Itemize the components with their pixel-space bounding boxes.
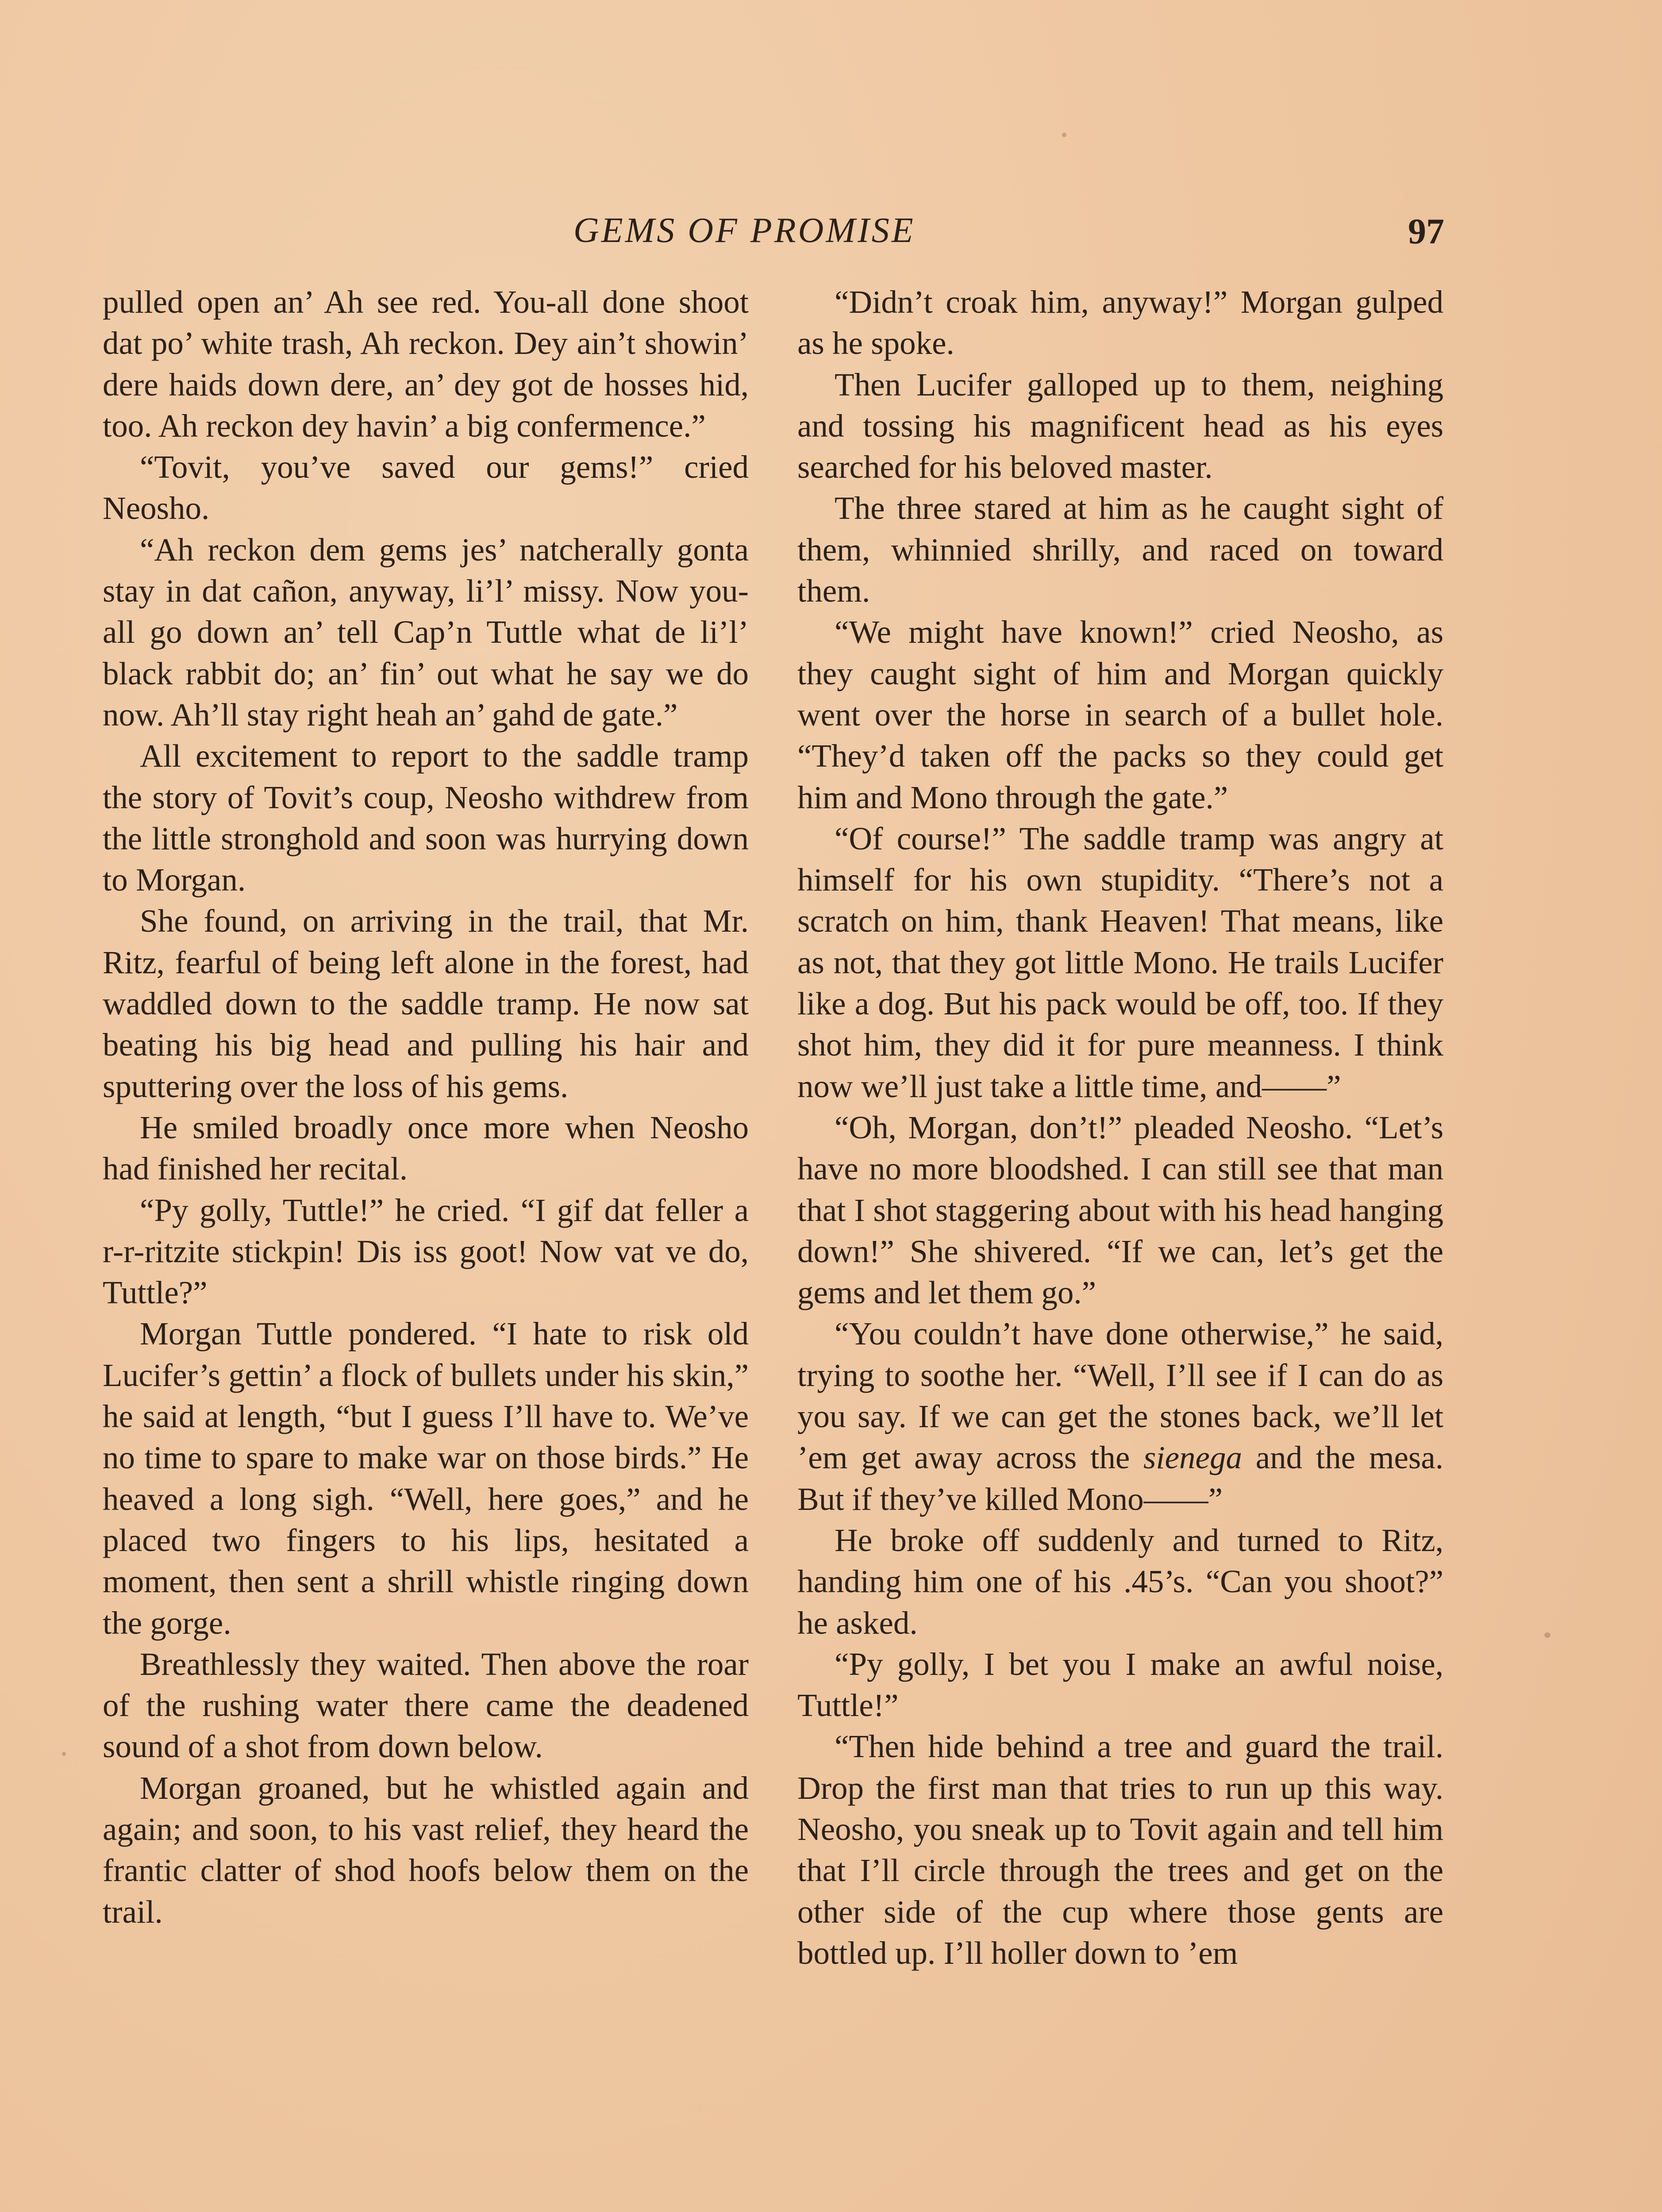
paragraph: “Py golly, I bet you I make an awful noise, Tuttle!” [797, 1646, 1443, 1724]
paragraph [797, 1313, 1443, 1519]
paragraph: Then Lucifer galloped up to them, neighing and tossing his magnificent head as his eyes searched for his beloved master. [797, 366, 1443, 485]
text-column-right [797, 281, 1443, 1974]
paper-spot [1544, 1632, 1550, 1638]
paragraph: “Tovit, you’ve saved our gems!” cried Neosho. [103, 449, 749, 526]
text-column-left [103, 281, 749, 1932]
paragraph: pulled open an’ Ah see red. You-all done shoot dat po’ white trash, Ah reckon. Dey ain’t showin’ dere haids down dere, an’ dey got de hosses hid, too. Ah reckon dey havin’ a big confermence.” [103, 284, 749, 444]
running-title: GEMS OF PROMISE [573, 211, 916, 250]
paragraph: “Ah reckon dem gems jes’ natcherally gonta stay in dat cañon, anyway, li’l’ missy. Now you-all go down an’ tell Cap’n Tuttle what de li’l’ black rabbit do; an’ fin’ out what he say we do now. Ah’ll stay right heah an’ gahd de gate.” [103, 531, 749, 733]
paragraph: She found, on arriving in the trail, that Mr. Ritz, fearful of being left alone in the forest, had waddled down to the saddle tramp. He now sat beating his big head and pulling his hair and sputtering over the loss of his gems. [103, 903, 749, 1104]
paper-spot [1062, 133, 1066, 137]
paragraph: “We might have known!” cried Neosho, as they caught sight of him and Morgan quickly went over the horse in search of a bullet hole. “They’d taken off the packs so they could get him and Mono through the gate.” [797, 614, 1443, 815]
page-number: 97 [1408, 211, 1444, 251]
paragraph: The three stared at him as he caught sight of them, whinnied shrilly, and raced on toward them. [797, 490, 1443, 609]
paper-spot [62, 1752, 66, 1756]
paragraph-text: and the mesa. But if they’ve killed Mono——” [797, 1440, 1443, 1517]
paragraph: Breathlessly they waited. Then above the roar of the rushing water there came the deadened sound of a shot from down below. [103, 1646, 749, 1765]
paragraph-text: “You couldn’t have done otherwise,” he said, trying to soothe her. “Well, I’ll see if I can do as you say. If we can get the stones back, we’ll let ’em get away across the [797, 1316, 1443, 1476]
paragraph: “Then hide behind a tree and guard the trail. Drop the first man that tries to run up this way. Neosho, you sneak up to Tovit again and tell him that I’ll circle through the trees and get on the other side of the cup where those gents are bottled up. I’ll holler down to ’em [797, 1728, 1443, 1971]
paragraph: “Py golly, Tuttle!” he cried. “I gif dat feller a r-r-ritzite stickpin! Dis iss goot! Now vat ve do, Tuttle?” [103, 1192, 749, 1311]
paragraph: “Of course!” The saddle tramp was angry at himself for his own stupidity. “There’s not a scratch on him, thank Heaven! That means, like as not, that they got little Mono. He trails Lucifer like a dog. But his pack would be off, too. If they shot him, they did it for pure meanness. I think now we’ll just take a little time, and——” [797, 820, 1443, 1104]
paragraph: “Didn’t croak him, anyway!” Morgan gulped as he spoke. [797, 284, 1443, 361]
paragraph: Morgan Tuttle pondered. “I hate to risk old Lucifer’s gettin’ a flock of bullets under his skin,” he said at length, “but I guess I’ll have to. We’ve no time to spare to make war on those birds.” He heaved a long sigh. “Well, here goes,” and he placed two fingers to his lips, hesitated a moment, then sent a shrill whistle ringing down the gorge. [103, 1316, 749, 1641]
paragraph: “Oh, Morgan, don’t!” pleaded Neosho. “Let’s have no more bloodshed. I can still see that man that I shot staggering about with his head hanging down!” She shivered. “If we can, let’s get the gems and let them go.” [797, 1109, 1443, 1311]
paragraph: He smiled broadly once more when Neosho had finished her recital. [103, 1109, 749, 1187]
paragraph: He broke off suddenly and turned to Ritz, handing him one of his .45’s. “Can you shoot?” he asked. [797, 1522, 1443, 1641]
paragraph: All excitement to report to the saddle tramp the story of Tovit’s coup, Neosho withdrew from the little stronghold and soon was hurrying down to Morgan. [103, 738, 749, 898]
paragraph: Morgan groaned, but he whistled again and again; and soon, to his vast relief, they heard the frantic clatter of shod hoofs below them on the trail. [103, 1770, 749, 1930]
italic-word: sienega [1143, 1440, 1242, 1476]
